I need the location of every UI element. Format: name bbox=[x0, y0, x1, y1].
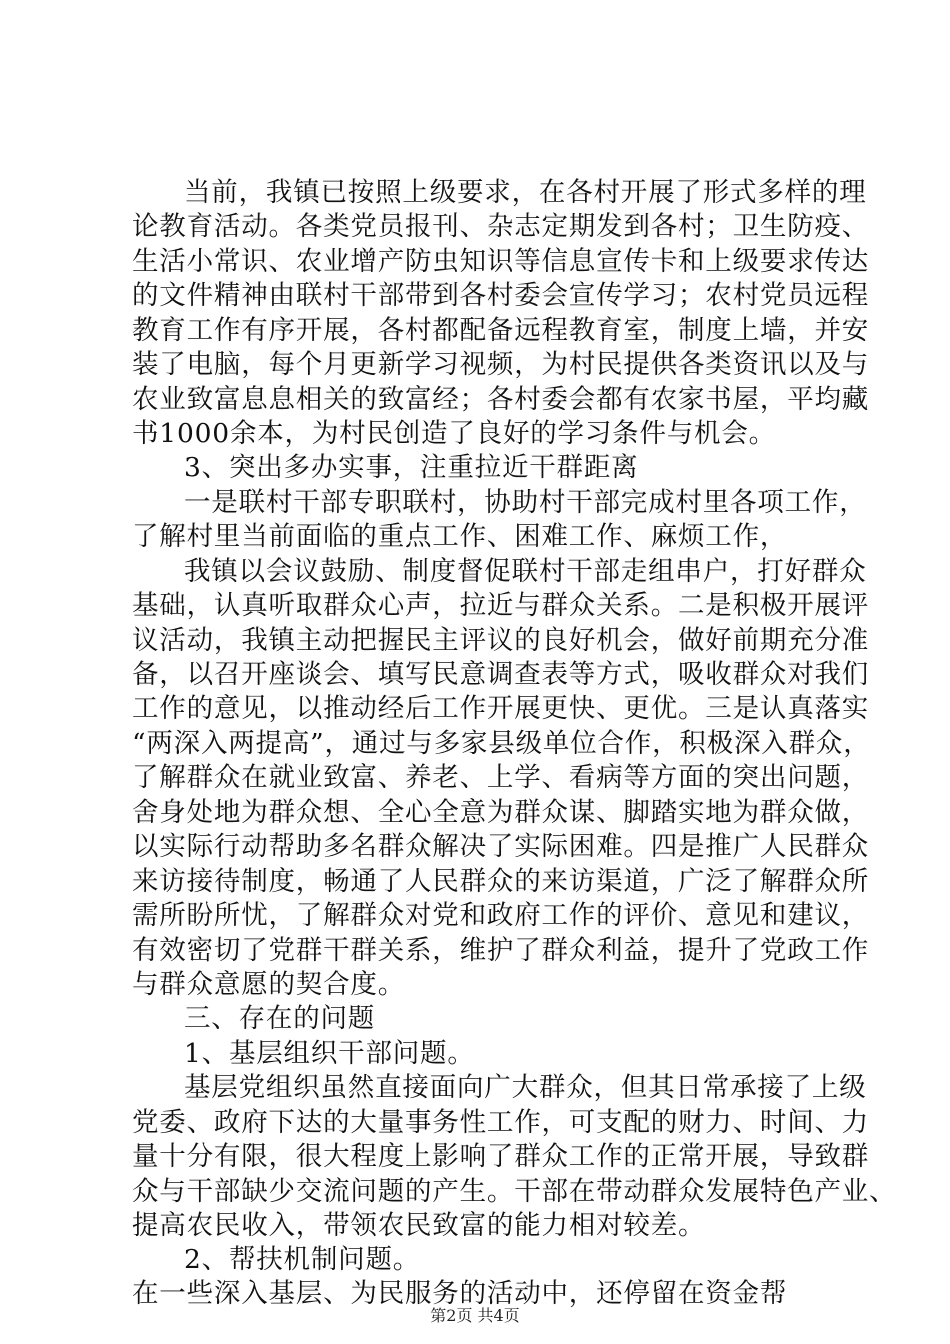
subsection-heading: 2、帮扶机制问题。 bbox=[184, 1244, 421, 1275]
paragraph-line: 我镇以会议鼓励、制度督促联村干部走组串户，打好群众 bbox=[184, 556, 867, 587]
paragraph-line: 了解村里当前面临的重点工作、困难工作、麻烦工作， bbox=[132, 521, 788, 552]
section-heading: 3、突出多办实事，注重拉近干群距离 bbox=[184, 452, 639, 483]
paragraph-line: 舍身处地为群众想、全心全意为群众谋、脚踏实地为群众做， bbox=[132, 797, 870, 828]
paragraph-line: 与群众意愿的契合度。 bbox=[132, 969, 405, 1000]
paragraph-line: 农业致富息息相关的致富经；各村委会都有农家书屋，平均藏 bbox=[132, 384, 870, 415]
paragraph-line: 的文件精神由联村干部带到各村委会宣传学习；农村党员远程 bbox=[132, 280, 870, 311]
paragraph-line: 基层党组织虽然直接面向广大群众，但其日常承接了上级 bbox=[184, 1072, 867, 1103]
paragraph-line: 党委、政府下达的大量事务性工作，可支配的财力、时间、力 bbox=[132, 1107, 870, 1138]
paragraph-line: 论教育活动。各类党员报刊、杂志定期发到各村；卫生防疫、 bbox=[132, 211, 870, 242]
paragraph-line: 备，以召开座谈会、填写民意调查表等方式，吸收群众对我们 bbox=[132, 659, 870, 690]
paragraph-line: 生活小常识、农业增产防虫知识等信息宣传卡和上级要求传达 bbox=[132, 246, 870, 277]
page-number-footer: 第2页 共4页 bbox=[430, 1306, 520, 1325]
paragraph-line: 了解群众在就业致富、养老、上学、看病等方面的突出问题， bbox=[132, 762, 870, 793]
paragraph-line: 教育工作有序开展，各村都配备远程教育室，制度上墙，并安 bbox=[132, 315, 870, 346]
paragraph-line: “两深入两提高”，通过与多家县级单位合作，积极深入群众， bbox=[132, 728, 871, 759]
paragraph-line: 一是联村干部专职联村，协助村干部完成村里各项工作， bbox=[184, 487, 867, 518]
paragraph-line: 有效密切了党群干群关系，维护了群众利益，提升了党政工作 bbox=[132, 935, 870, 966]
paragraph-line: 提高农民收入，带领农民致富的能力相对较差。 bbox=[132, 1210, 706, 1241]
paragraph-line: 议活动，我镇主动把握民主评议的良好机会，做好前期充分准 bbox=[132, 625, 870, 656]
paragraph-line: 需所盼所忧，了解群众对党和政府工作的评价、意见和建议， bbox=[132, 900, 870, 931]
subsection-heading: 1、基层组织干部问题。 bbox=[184, 1038, 475, 1069]
paragraph-line: 在一些深入基层、为民服务的活动中，还停留在资金帮 bbox=[132, 1278, 788, 1309]
paragraph-line: 基础，认真听取群众心声，拉近与群众关系。二是积极开展评 bbox=[132, 590, 870, 621]
paragraph-line: 书1000余本，为村民创造了良好的学习条件与机会。 bbox=[132, 418, 776, 449]
paragraph-line: 工作的意见，以推动经后工作开展更快、更优。三是认真落实 bbox=[132, 693, 870, 724]
paragraph-line: 众与干部缺少交流问题的产生。干部在带动群众发展特色产业、 bbox=[132, 1176, 897, 1207]
paragraph-line: 装了电脑，每个月更新学习视频，为村民提供各类资讯以及与 bbox=[132, 349, 870, 380]
paragraph-line: 以实际行动帮助多名群众解决了实际困难。四是推广人民群众 bbox=[132, 831, 870, 862]
paragraph-line: 当前，我镇已按照上级要求，在各村开展了形式多样的理 bbox=[184, 177, 867, 208]
paragraph-line: 来访接待制度，畅通了人民群众的来访渠道，广泛了解群众所 bbox=[132, 866, 870, 897]
paragraph-line: 量十分有限，很大程度上影响了群众工作的正常开展，导致群 bbox=[132, 1141, 870, 1172]
section-heading: 三、存在的问题 bbox=[184, 1003, 376, 1034]
